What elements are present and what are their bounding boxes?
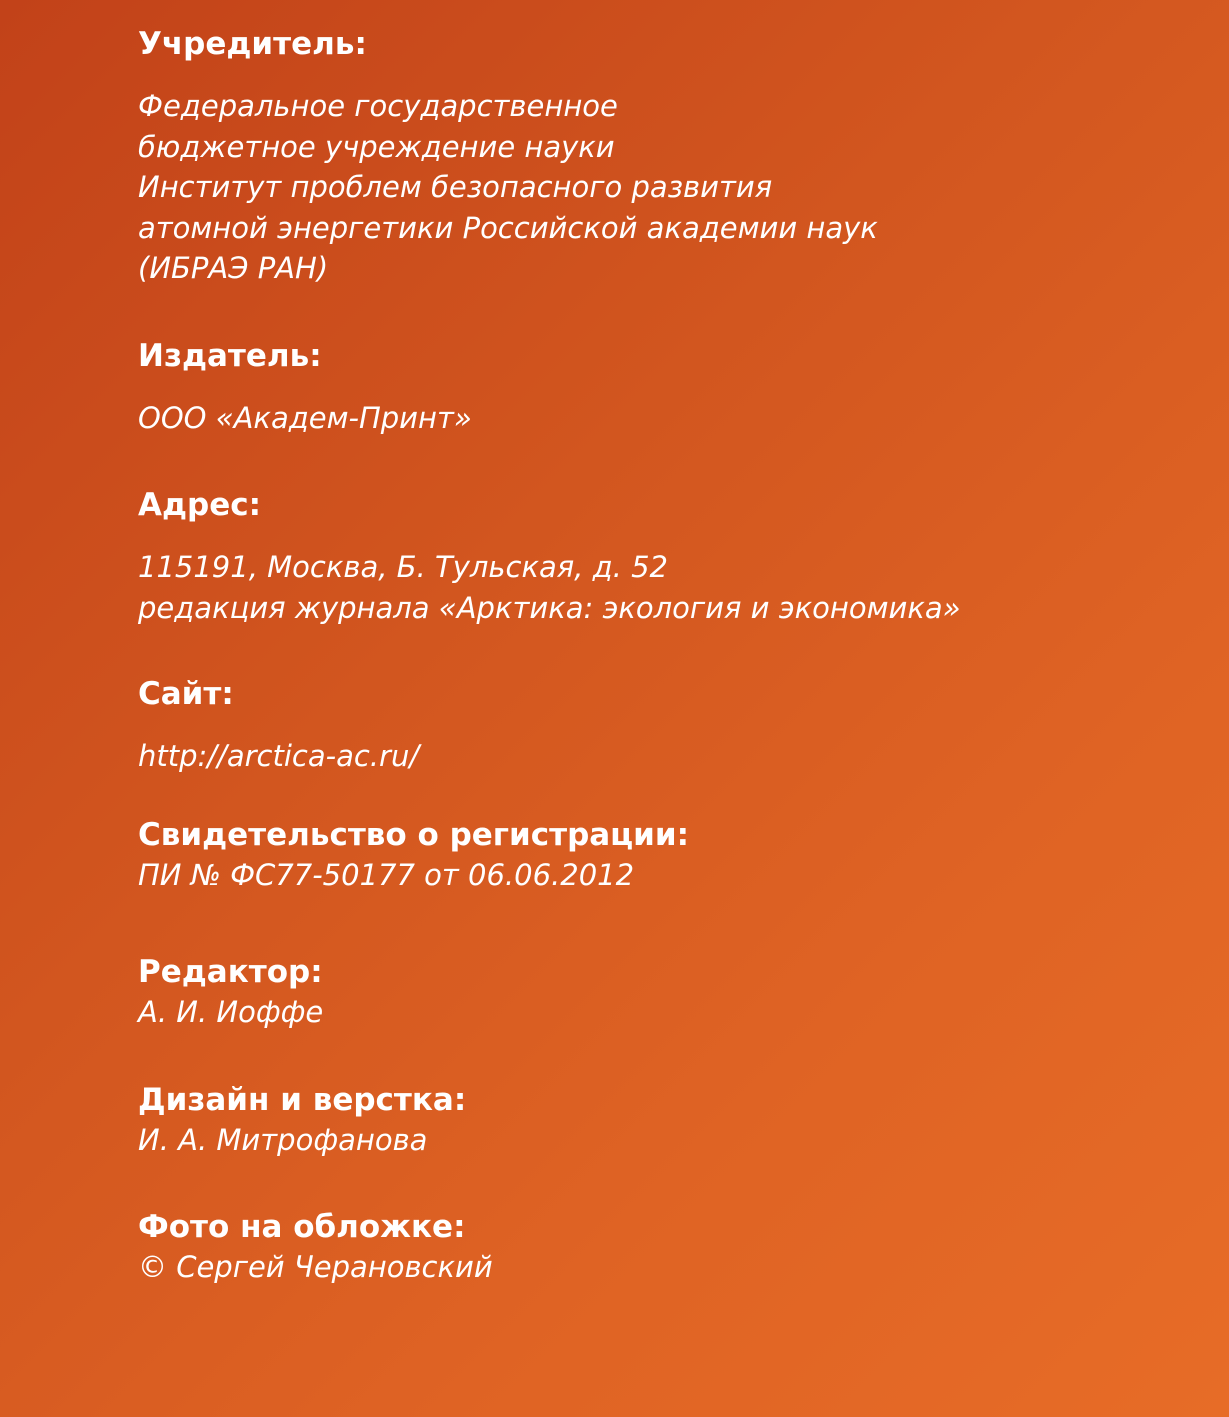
founder-line: (ИБРАЭ РАН) <box>138 251 329 285</box>
publisher-label: Издатель: <box>138 338 322 374</box>
cover-photo-label: Фото на обложке: <box>138 1209 466 1245</box>
site-section <box>138 674 1188 777</box>
founder-line: Федеральное государственное <box>138 89 618 123</box>
design-value: И. А. Митрофанова <box>138 1123 428 1157</box>
design-section <box>138 1080 1188 1161</box>
address-label: Адрес: <box>138 487 262 523</box>
registration-section <box>138 815 1188 896</box>
publisher-section <box>138 336 1188 439</box>
site-label: Сайт: <box>138 676 234 712</box>
publisher-value: ООО «Академ-Принт» <box>138 401 472 435</box>
founder-value <box>138 86 1188 289</box>
address-value <box>138 547 1188 628</box>
registration-value: ПИ № ФС77-50177 от 06.06.2012 <box>138 858 635 892</box>
cover-photo-value: © Сергей Черановский <box>138 1250 493 1284</box>
cover-photo-section <box>138 1207 1188 1288</box>
founder-label: Учредитель: <box>138 26 367 62</box>
founder-line: бюджетное учреждение науки <box>138 129 615 164</box>
editor-value: А. И. Иоффе <box>138 995 324 1029</box>
address-line: 115191, Москва, Б. Тульская, д. 52 <box>138 550 669 584</box>
editor-section <box>138 952 1188 1033</box>
founder-line: Институт проблем безопасного развития <box>138 170 773 204</box>
design-label: Дизайн и верстка: <box>138 1082 467 1118</box>
site-link[interactable]: http://arctica-ac.ru/ <box>138 739 420 773</box>
address-line: редакция журнала «Арктика: экология и экономика» <box>138 590 961 625</box>
founder-section <box>138 24 1188 289</box>
editor-label: Редактор: <box>138 954 323 990</box>
address-section <box>138 485 1188 628</box>
founder-line: атомной энергетики Российской академии наук <box>138 210 878 245</box>
registration-label: Свидетельство о регистрации: <box>138 817 689 853</box>
